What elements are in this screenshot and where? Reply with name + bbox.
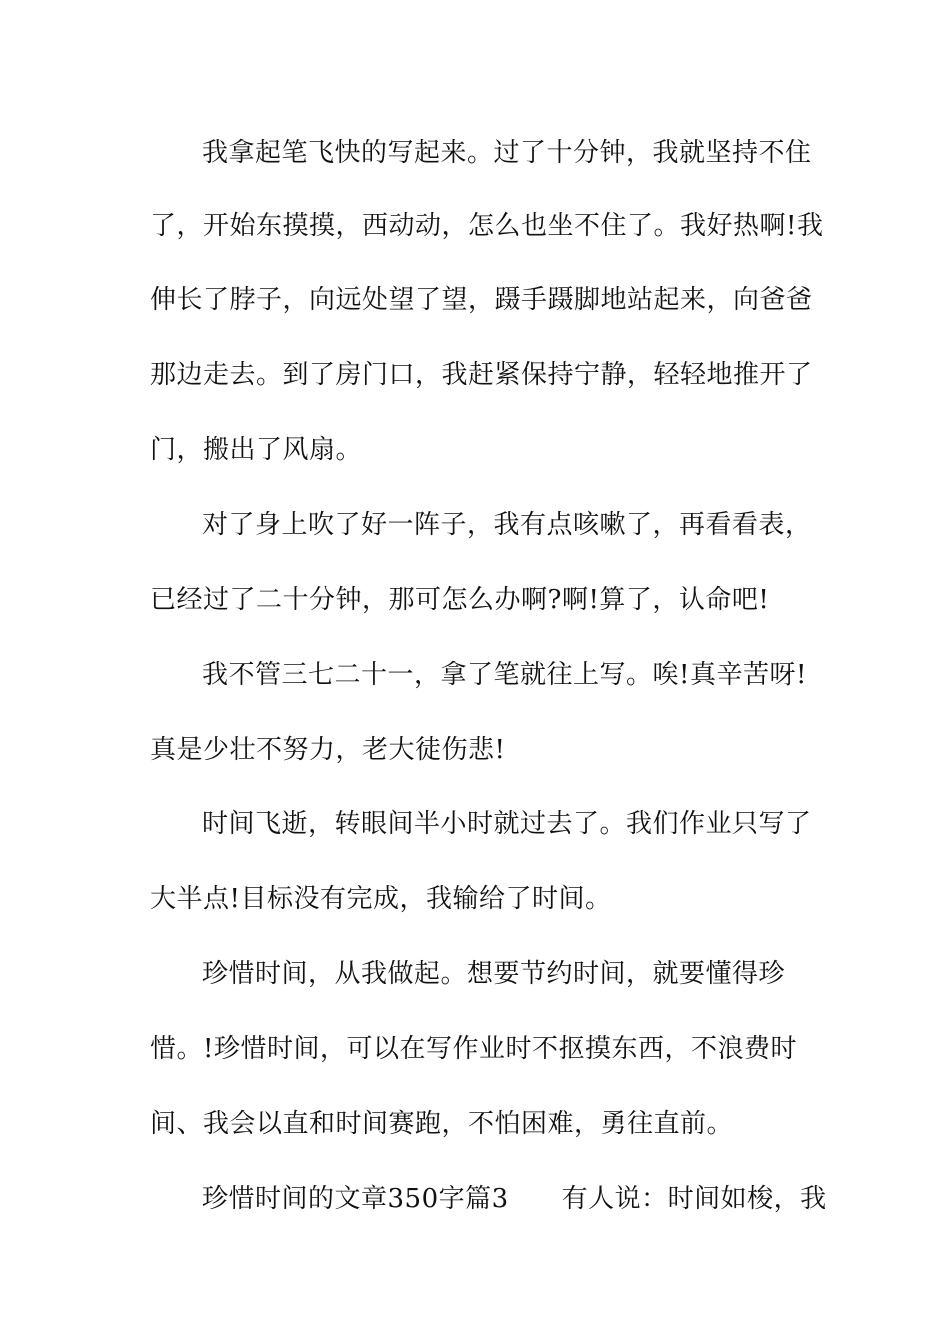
text-line: 真是少壮不努力，老大徒伤悲! (150, 735, 506, 765)
text-line: 大半点!目标没有完成，我输给了时间。 (150, 884, 612, 914)
text-line: 惜。!珍惜时间，可以在写作业时不抠摸东西，不浪费时 (150, 1034, 797, 1064)
text-line: 珍惜时间，从我做起。想要节约时间，就要懂得珍 (202, 959, 786, 989)
text-line: 珍惜时间的文章350字篇3 有人说：时间如梭，我 (202, 1184, 827, 1214)
text-line: 我拿起笔飞快的写起来。过了十分钟，我就坚持不住 (202, 138, 812, 168)
text-line: 时间飞逝，转眼间半小时就过去了。我们作业只写了 (202, 809, 812, 839)
text-line: 我不管三七二十一，拿了笔就往上写。唉!真辛苦呀! (202, 660, 807, 690)
text-line: 已经过了二十分钟，那可怎么办啊?啊!算了，认命吧! (150, 585, 770, 615)
text-line: 伸长了脖子，向远处望了望，蹑手蹑脚地站起来，向爸爸 (150, 285, 813, 315)
text-line: 那边走去。到了房门口，我赶紧保持宁静，轻轻地推开了 (150, 360, 813, 390)
text-line: 间、我会以直和时间赛跑，不怕困难，勇往直前。 (150, 1109, 734, 1139)
text-line: 了，开始东摸摸，西动动，怎么也坐不住了。我好热啊!我 (150, 211, 824, 241)
text-line: 门，搬出了风扇。 (150, 435, 363, 465)
text-line: 对了身上吹了好一阵子，我有点咳嗽了，再看看表， (202, 510, 812, 540)
